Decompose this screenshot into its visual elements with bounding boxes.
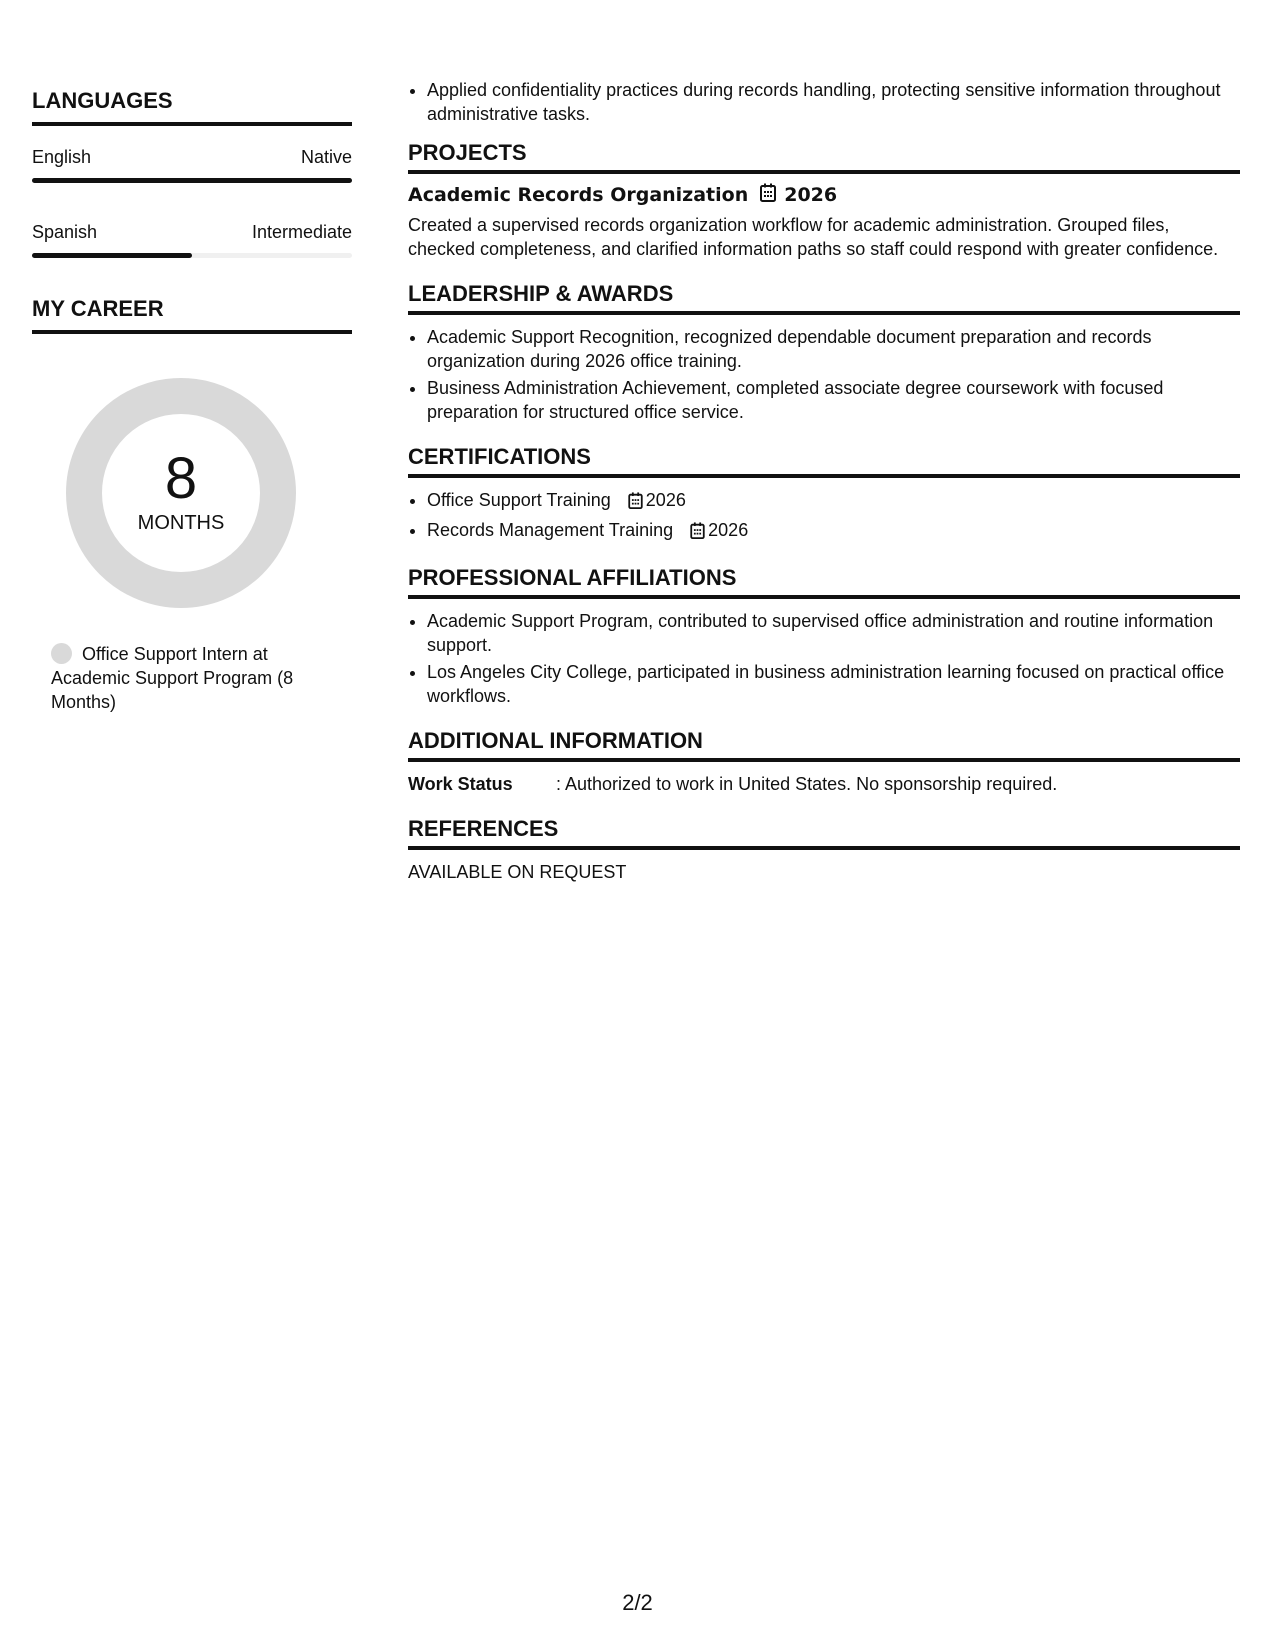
work-status-row (408, 772, 1240, 796)
leadership-item: • Business Administration Achievement, completed associate degree coursework with focused preparation for structured office service. (427, 376, 1240, 424)
affiliations-heading: PROFESSIONAL AFFILIATIONS (408, 565, 1240, 599)
language-name: Spanish (32, 222, 98, 242)
language-proficiency-fill (32, 253, 192, 258)
certification-item (427, 488, 1240, 515)
leadership-item: • Academic Support Recognition, recognized dependable document preparation and records organization during 2026 office training. (427, 325, 1240, 373)
left-column (32, 88, 352, 714)
project-description: Created a supervised records organization workflow for academic administration. Grouped files, checked completeness, and clarified information paths so staff could respond with greater confidence. (408, 215, 1219, 259)
affiliation-item: • Academic Support Program, contributed to supervised office administration and routine information support. (427, 609, 1240, 657)
languages-heading: LANGUAGES (32, 88, 352, 126)
calendar-icon (690, 521, 705, 545)
language-item (32, 221, 352, 258)
calendar-icon (760, 183, 776, 207)
project-title: Academic Records Organization (408, 184, 749, 206)
right-column (408, 78, 1240, 883)
references-heading: REFERENCES (408, 816, 1240, 850)
legend-dot (51, 643, 72, 664)
certification-name: Records Management Training (427, 520, 674, 540)
certification-item (427, 518, 1240, 545)
language-proficiency-bar (32, 178, 352, 183)
affiliation-item: • Los Angeles City College, participated in business administration learning focused on practical office workflows. (427, 660, 1240, 708)
language-proficiency-fill (32, 178, 352, 183)
project-item (408, 183, 1240, 261)
additional-info-heading: ADDITIONAL INFORMATION (408, 728, 1240, 762)
language-level: Native (300, 147, 352, 167)
language-level: Intermediate (251, 222, 352, 242)
certification-year: 2026 (708, 520, 749, 540)
career-total-value: 8 (164, 446, 198, 511)
certification-year: 2026 (645, 490, 686, 510)
languages-list (32, 146, 352, 258)
language-item (32, 146, 352, 183)
career-donut-chart (66, 378, 296, 608)
career-legend-label: Office Support Intern at Academic Support Program (8 Months) (51, 644, 294, 712)
work-status-value: : Authorized to work in United States. No sponsorship required. (556, 774, 1058, 794)
calendar-icon (628, 491, 643, 515)
work-status-label: Work Status (408, 774, 513, 794)
leadership-list (408, 325, 1240, 424)
certifications-heading: CERTIFICATIONS (408, 444, 1240, 478)
language-proficiency-bar (32, 253, 352, 258)
career-legend-item (51, 642, 321, 714)
project-year: 2026 (784, 184, 838, 206)
language-name: English (32, 147, 92, 167)
certification-name: Office Support Training (427, 490, 611, 510)
references-text: AVAILABLE ON REQUEST (408, 862, 627, 882)
leadership-heading: LEADERSHIP & AWARDS (408, 281, 1240, 315)
experience-bullet: • Applied confidentiality practices during records handling, protecting sensitive information throughout administrative tasks. (427, 78, 1240, 126)
career-total-unit: MONTHS (137, 512, 225, 534)
experience-bullets (408, 78, 1240, 126)
affiliations-list (408, 609, 1240, 708)
certifications-list (408, 488, 1240, 545)
page-number: 2/2 (622, 1590, 653, 1615)
career-heading: MY CAREER (32, 296, 352, 334)
projects-heading: PROJECTS (408, 140, 1240, 174)
